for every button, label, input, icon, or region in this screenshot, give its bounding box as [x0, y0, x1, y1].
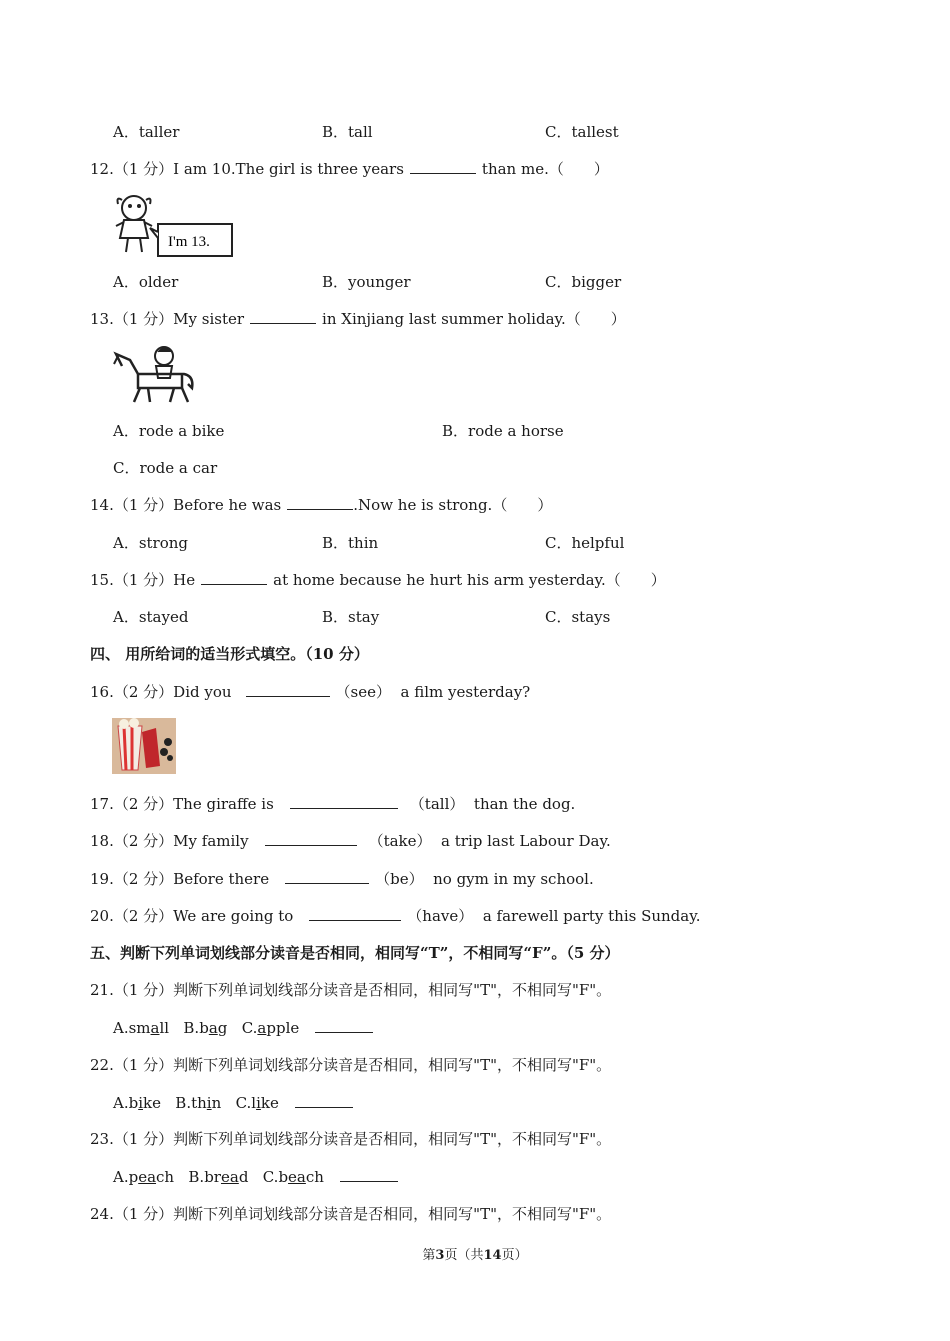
q13-blank[interactable] [250, 309, 316, 324]
q15-option-a: A．stayed [113, 608, 189, 626]
girl-speech-image [112, 192, 236, 260]
q16-number: 16.（2 分） [90, 683, 174, 701]
q16-text-pre: Did you [173, 683, 232, 701]
q20-text-pre: We are going to [173, 907, 294, 925]
q22-instruction: 判断下列单词划线部分读音是否相同，相同写"T"，不相同写"F"。 [173, 1056, 612, 1074]
q18-text-post: a trip last Labour Day. [441, 832, 611, 850]
q11-option-b: B．tall [322, 123, 373, 141]
q13-text-post: in Xinjiang last summer holiday.（ ） [322, 310, 626, 328]
q20-hint: （have） [407, 907, 474, 925]
q23-word-c-underlined: ea [288, 1168, 306, 1186]
q22-word-a: A.b [113, 1094, 139, 1112]
q15-option-b: B．stay [322, 608, 380, 626]
q18-hint: （take） [368, 832, 432, 850]
q16-blank[interactable] [246, 682, 330, 697]
q21-word-b: B.b [183, 1019, 209, 1037]
q14-blank[interactable] [287, 495, 353, 510]
section-4-heading: 四、 用所给词的适当形式填空。（10 分） [90, 645, 369, 663]
q21-blank[interactable] [315, 1018, 373, 1033]
q14-stem [90, 495, 552, 515]
q15-text-post: at home because he hurt his arm yesterday.（ ） [273, 571, 666, 589]
q18-blank[interactable] [265, 831, 357, 846]
q19-hint: （be） [375, 870, 424, 888]
q12-text-post: than me.（ ） [481, 160, 609, 178]
q14-option-c: C．helpful [545, 534, 625, 552]
q21-stem [90, 980, 611, 1000]
q15-text-pre: He [173, 571, 196, 589]
q18-text-pre: My family [173, 832, 249, 850]
q22-blank[interactable] [295, 1093, 353, 1108]
q14-option-a: A．strong [113, 534, 189, 552]
q19-number: 19.（2 分） [90, 870, 174, 888]
q12-number: 12.（1 分） [90, 160, 174, 178]
q17-text-pre: The giraffe is [173, 795, 274, 813]
q13-option-b: B．rode a horse [442, 422, 564, 440]
q12-blank[interactable] [410, 159, 476, 174]
q23-word-a: A.p [113, 1168, 139, 1186]
q24-instruction: 判断下列单词划线部分读音是否相同，相同写"T"，不相同写"F"。 [173, 1205, 612, 1223]
q22-word-b: B.th [175, 1094, 207, 1112]
q22-words [113, 1093, 359, 1113]
page-footer [0, 1244, 950, 1263]
q17-blank[interactable] [290, 794, 398, 809]
q13-option-a: A．rode a bike [113, 422, 225, 440]
q13-option-c: C．rode a car [113, 459, 218, 477]
q12-text-pre: I am 10.The girl is three years [173, 160, 404, 178]
q21-word-a: A.sm [113, 1019, 151, 1037]
q19-stem [90, 869, 594, 889]
q20-stem [90, 906, 700, 926]
q12-stem [90, 159, 609, 179]
q14-number: 14.（1 分） [90, 496, 174, 514]
q19-blank[interactable] [285, 869, 369, 884]
q23-word-b: B.br [188, 1168, 221, 1186]
q24-stem [90, 1204, 611, 1224]
q21-word-b-underlined: a [208, 1019, 218, 1037]
section-5-heading: 五、判断下列单词划线部分读音是否相同，相同写“T”，不相同写“F”。（5 分） [90, 944, 620, 962]
q23-stem [90, 1129, 611, 1149]
q21-word-a-rest: ll [159, 1019, 170, 1037]
q20-text-post: a farewell party this Sunday. [482, 907, 701, 925]
q23-word-c: C.b [262, 1168, 289, 1186]
footer-prefix: 第 [422, 1248, 436, 1263]
q15-option-c: C．stays [545, 608, 611, 626]
q14-text-pre: Before he was [173, 496, 282, 514]
horse-rider-image [112, 344, 200, 406]
q22-word-c-rest: ke [260, 1094, 279, 1112]
q15-number: 15.（1 分） [90, 571, 174, 589]
q15-blank[interactable] [201, 570, 267, 585]
q22-word-c-underlined: i [256, 1094, 261, 1112]
q22-number: 22.（1 分） [90, 1056, 174, 1074]
q21-instruction: 判断下列单词划线部分读音是否相同，相同写"T"，不相同写"F"。 [173, 981, 612, 999]
q12-option-a: A．older [113, 273, 179, 291]
q16-stem [90, 682, 530, 702]
q14-option-b: B．thin [322, 534, 379, 552]
q13-stem [90, 309, 626, 329]
q21-word-c-rest: pple [266, 1019, 300, 1037]
q21-word-c-underlined: a [257, 1019, 267, 1037]
q16-hint: （see） [335, 683, 391, 701]
q12-option-b: B．younger [322, 273, 411, 291]
footer-middle: 页（共 [444, 1248, 484, 1263]
q23-blank[interactable] [340, 1167, 398, 1182]
q23-words [113, 1167, 404, 1187]
q23-number: 23.（1 分） [90, 1130, 174, 1148]
q22-word-a-rest: ke [143, 1094, 161, 1112]
q23-word-a-underlined: ea [138, 1168, 157, 1186]
q17-stem [90, 794, 575, 814]
q18-stem [90, 831, 611, 851]
q21-word-c: C. [241, 1019, 258, 1037]
q17-hint: （tall） [409, 795, 465, 813]
q22-stem [90, 1055, 611, 1075]
q13-text-pre: My sister [173, 310, 245, 328]
q23-instruction: 判断下列单词划线部分读音是否相同，相同写"T"，不相同写"F"。 [173, 1130, 612, 1148]
footer-page-number: 3 [435, 1248, 445, 1263]
q16-text-post: a film yesterday? [400, 683, 531, 701]
q15-stem [90, 570, 666, 590]
popcorn-film-image [112, 718, 176, 774]
q17-text-post: than the dog. [473, 795, 576, 813]
q23-word-b-underlined: ea [220, 1168, 239, 1186]
q21-words [113, 1018, 379, 1038]
footer-total-pages: 14 [483, 1248, 502, 1263]
q23-word-c-rest: ch [305, 1168, 324, 1186]
q20-blank[interactable] [309, 906, 401, 921]
q20-number: 20.（2 分） [90, 907, 174, 925]
q21-number: 21.（1 分） [90, 981, 174, 999]
speech-bubble-text: I'm 13. [168, 234, 210, 250]
q22-word-a-underlined: i [138, 1094, 144, 1112]
q12-option-c: C．bigger [545, 273, 622, 291]
q21-word-b-rest: g [217, 1019, 228, 1037]
q17-number: 17.（2 分） [90, 795, 174, 813]
q11-option-c: C．tallest [545, 123, 619, 141]
q23-word-a-rest: ch [156, 1168, 175, 1186]
footer-suffix: 页） [501, 1248, 528, 1263]
q23-word-b-rest: d [238, 1168, 249, 1186]
q11-option-a: A．taller [113, 123, 180, 141]
q19-text-pre: Before there [173, 870, 270, 888]
q21-word-a-underlined: a [150, 1019, 160, 1037]
q13-number: 13.（1 分） [90, 310, 174, 328]
q14-text-post: .Now he is strong.（ ） [353, 496, 553, 514]
q22-word-c: C.l [235, 1094, 257, 1112]
q24-number: 24.（1 分） [90, 1205, 174, 1223]
q19-text-post: no gym in my school. [433, 870, 594, 888]
q22-word-b-underlined: i [206, 1094, 212, 1112]
q22-word-b-rest: n [211, 1094, 222, 1112]
q18-number: 18.（2 分） [90, 832, 174, 850]
